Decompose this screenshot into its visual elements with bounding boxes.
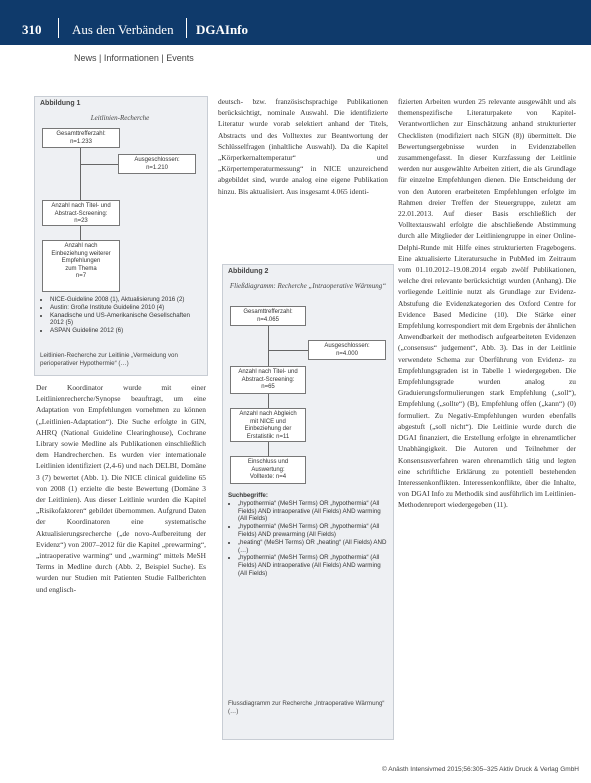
fig1-connector (80, 148, 81, 200)
list-item: • „hypothermia“ (MeSH Terms) OR „hypothermia“ (All Fields) AND intraoperative (All Fields) AND warming (All Fields) (238, 554, 388, 577)
list-item: • Kanadische und US-Amerikanische Gesellschaften 2012 (5) (50, 312, 202, 328)
fig2-connector (268, 442, 269, 456)
body-text-right: fizierten Arbeiten wurden 25 relevante ausgewählt und als themenspezifische Literaturpakete von Kapitel-Verantwortlichen zur Einschätzung anhand strukturierter Checklisten (modifiziert nach SIGN (8)) übermittelt. Die Bewertungsergebnisse wurden in Evidenztabellen zusammengefasst. In dieser Kurzfassung der Leitlinie werden nur ausgewählte Arbeiten zitiert, die als Grundlage für einzelne Empfehlungen dienen. Die Entscheidung der von den Autoren erarbeiteten Empfehlungen erfolgte im Rahmen dreier Treffen der Steuergruppe, zuletzt am 22.01.2013. Auf dieser Basis erschließlich der Volltextauswahl erfolgte die abschließende Abstimmung durch alle Mitglieder der Leitliniengruppe in einer Online-Delphi-Runde mit Hilfe eines strukturierten Fragebogens. Eine aktualisierte Literatursuche in PubMed im Zeitraum vom 01.10.2012–19.08.2014 ergab zwölf Publikationen, welche drei relevante berücksichtigt wurden (Anhang). Die vorliegende Leitlinie nutzt als Grundlage zur Evidenz-Abstufung die Evidenzkategorien des Oxford Centre for Evidence Based Medicine (10). Die Stärke einer Empfehlung korrespondiert mit dem Ergebnis der ähnlichen Anwendbarkeit der methodisch aufgearbeiteten Evidenzen („consensus“ judgement“, Abb. 3). Das in der Leitlinie verwendete Schema zur Überführung von Evidenz- zu Empfehlungsgraden ist in Tabelle 1 wiedergegeben. Die Empfehlungsgrade wurden analog zu Graduierungsformulierungen stark Empfehlung („soll“), Empfehlung („sollte“) (B), Empfehlung offen („kann“) (0) formuliert. Zu Negativ-Empfehlungen wurden ebenfalls abgestuft („soll nicht“). Die Leitlinie wurde durch die DGAI finanziert, die Erstellung erfolgte in ehrenamtlicher Unabhängigkeit. Die Autoren und Teilnehmer der Konsensusverfahren waren ehrenamtlich tätig und legten eine schriftliche Erklärung zu potentiell bestehenden Interessenkonflikten. Interessenkonflikte, über die Inhalte, von DGAI Info zu Methodik sind ausführlich im Leitlinien-Methodenreport wiedergegeben (11). (398, 97, 576, 510)
fig2-connector (268, 326, 269, 366)
list-item: • „hypothermia“ (MeSH Terms) OR „hypothermia“ (All Fields) AND intraoperative (All Fields) AND warming (All Fields) (238, 500, 388, 523)
list-item: • „heating“ (MeSH Terms) OR „heating“ (All Fields) AND (…) (238, 539, 388, 555)
page-header (0, 0, 591, 45)
list-item: • NICE-Guideline 2008 (1), Aktualisierung 2016 (2) (50, 296, 202, 304)
fig2-node-final: Einschluss und Auswertung: Volltexte: n=4 (230, 456, 306, 484)
fig2-search-terms (228, 492, 388, 578)
body-text-left: Der Koordinator wurde mit einer Leitlinienrecherche/Synopse beauftragt, um eine Adaptation von Empfehlungen vornehmen zu können („Leitlinien-Adaptation“). Die Suche erfolgte in GIN, AHRQ (National Guideline Clearinghouse), Cochrane Library sowie Medline als Publikationen einschließlich dem Handrecherchen. Es wurden vier internationale Leitlinien identifiziert (2,4-6) und nach DELBI, Domäne 3 (7) bewertet (Abb. 1). Die NICE clinical guideline 65 von 2008 (1) erzielte die beste Bewertung (Domäne 3 der Leitlinien). Aus dieser Leitlinie wurden die Kapitel „Risikofaktoren“ gebildet übernommen. Aufgrund Daten der Koordinatoren eine systematische Aktualisierungsrecherche („de novo-Aufbereitung der Evidenz“) von 2007–2012 für die Kapitel „prewarming“, „intraoperative warming“ und „warming“ mittels MeSH Terms in Medline durch (Abb. 2, Beispiel Suche). Es wurden nur Studien mit Patienten Studie Fallberichten und englisch- (36, 383, 206, 594)
page-number: 310 (22, 22, 42, 37)
fig1-node-total: Gesamttrefferzahl: n=1.233 (42, 128, 120, 148)
figure-2-caption: Flussdiagramm zur Recherche „Intraoperative Wärmung“ (…) (228, 700, 385, 715)
section-nav: News | Informationen | Events (74, 53, 194, 63)
fig1-node-final: Anzahl nach Einbeziehung weiterer Empfehlungen zum Thema n=7 (42, 240, 120, 292)
list-item: • „hypothermia“ (MeSH Terms) OR „hypothermia“ (All Fields) AND prewarming (All Fields) (238, 523, 388, 539)
fig1-connector (80, 164, 118, 165)
list-item: • Austin: Große Institute Guideline 2010 (4) (50, 304, 202, 312)
fig2-connector (268, 394, 269, 408)
figure-2-subtitle: Fließdiagramm: Recherche „Intraoperative Wärmung“ (229, 282, 387, 290)
fig1-guideline-list (40, 296, 202, 335)
header-divider-2 (186, 18, 187, 38)
search-terms-title: Suchbegriffe: (228, 492, 268, 499)
body-text-middle: deutsch- bzw. französischsprachige Publikationen berücksichtigt, nominale Auswahl. Die identifizierte Literatur wurde vorab selektiert anhand der Titels, Abstracts und des Volltextes zur Beantwortung der Schlüsselfragen (inhaltliche Auswahl). Da die Kapitel „Körperkernaltemperatur“ und „Körpertemperaturmessung“ in NICE unzureichend abgebildet sind, wurde analog eine eigene Publikation hinzu. Bis aktualisiert. Aus insgesamt 4.065 identi- (218, 97, 388, 196)
figure-1-caption: Leitlinien-Recherche zur Leitlinie „Vermeidung von perioperativer Hypothermie“ (…) (40, 352, 178, 367)
fig1-node-screening: Anzahl nach Titel- und Abstract-Screening: n=23 (42, 200, 120, 226)
fig2-node-excluded: Ausgeschlossen: n=4.000 (308, 340, 386, 360)
journal-name: DGAInfo (196, 22, 249, 37)
fig2-node-nice: Anzahl nach Abgleich mit NICE und Einbeziehung der Erstatistik: n=11 (230, 408, 306, 442)
fig2-node-total: Gesamttrefferzahl: n=4.065 (230, 306, 306, 326)
figure-2-label: Abbildung 2 (228, 268, 269, 275)
figure-1-subtitle: Leitlinien-Recherche (90, 114, 150, 122)
header-divider (58, 18, 59, 38)
list-item: • ASPAN Guideline 2012 (6) (50, 327, 202, 335)
figure-1-label: Abbildung 1 (40, 100, 81, 107)
page-footer: © Anästh Intensivmed 2015;56:305–325 Aktiv Druck & Verlag GmbH (381, 766, 579, 773)
fig1-node-excluded: Ausgeschlossen: n=1.210 (118, 154, 196, 174)
fig2-node-screening: Anzahl nach Titel- und Abstract-Screening: n=65 (230, 366, 306, 394)
section-title: Aus den Verbänden (72, 22, 174, 37)
fig2-connector (268, 350, 308, 351)
fig1-connector (80, 226, 81, 240)
